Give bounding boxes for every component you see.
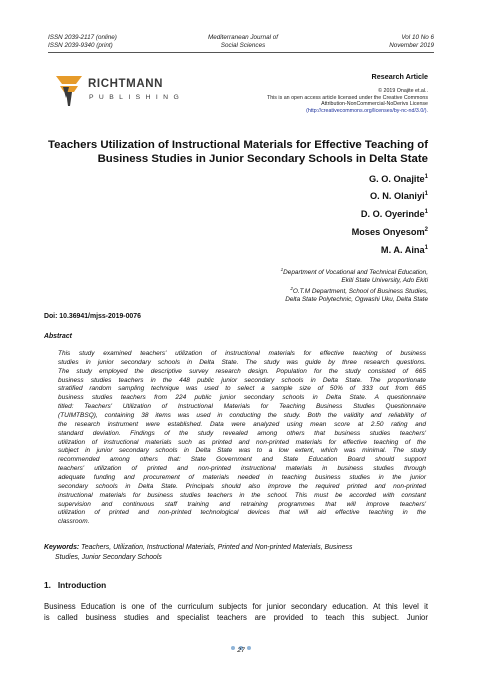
- author-affiliation-mark: 1: [424, 245, 428, 251]
- abstract-line: stratified random sampling technique was used to select a sample size of 50% of 333 out from 665: [58, 385, 426, 393]
- author-3: [200, 209, 428, 219]
- abstract-line: supervision and continuous staff training and retraining programmes that will improve teachers': [58, 500, 426, 508]
- abstract-line: The study employed the descriptive survey research design. Population for the study consisted of 665: [58, 367, 426, 375]
- author-4: [200, 227, 428, 237]
- license-line2: Attribution-NonCommercial-NoDerivs License: [321, 101, 428, 108]
- header-issn: [48, 34, 117, 49]
- abstract-line: utilization of instructional materials such as printed and non-printed materials for effective teaching of the: [58, 438, 426, 446]
- volume-label: Vol 10 No 6: [401, 34, 434, 41]
- author-affiliation-mark: 2: [424, 227, 428, 233]
- header-volume: [350, 34, 434, 49]
- issn-online: ISSN 2039-2117 (online): [48, 34, 117, 41]
- author-affiliation-mark: 1: [424, 174, 428, 180]
- author-5: [200, 245, 428, 255]
- article-type: Research Article: [371, 72, 428, 81]
- author-name: Moses Onyesom: [351, 227, 425, 238]
- affiliation-2-mark: 2: [290, 286, 293, 292]
- license-copyright: © 2019 Onajite et.al..: [378, 88, 428, 94]
- abstract-heading: Abstract: [44, 333, 72, 340]
- keywords-label: Keywords:: [44, 544, 80, 551]
- abstract-body: [58, 350, 426, 527]
- affiliation-1-mark: 1: [280, 267, 284, 272]
- abstract-line: standard deviation. Findings of the study revealed among others that business studies teachers': [58, 429, 426, 437]
- abstract-line: teachers' utilization of printed and non-printed instructional materials in business studies through: [58, 465, 426, 473]
- author-affiliation-mark: 1: [424, 191, 428, 197]
- affiliation-2-line1: $^2$O.T.M Department, School of Business Studies,: [290, 286, 428, 296]
- footer-dots: [230, 638, 252, 644]
- section-heading-introduction: 1. Introduction: [44, 580, 107, 590]
- abstract-line: the research instrument were established. Data were analyzed using mean score at 2.50 rating and: [58, 420, 426, 428]
- abstract-line: classroom.: [58, 518, 90, 526]
- abstract-line: instructional materials for business studies teachers in the school. This must be accorded with constant: [58, 491, 426, 499]
- affiliation-1-line1: $^1$Department of Vocational and Technical Education,: [280, 267, 428, 277]
- affiliations: [200, 266, 428, 304]
- author-1: [200, 174, 428, 184]
- abstract-line: subject in junior secondary schools in Delta State was to a low extent, which was minimal. The study: [58, 447, 426, 455]
- introduction-line2: is called business studies and specialist teachers are provided to teach this subject. Junior: [44, 613, 428, 623]
- abstract-line: secondary schools in Delta State. Principals should also improve the required printed and non-printed: [58, 482, 426, 490]
- abstract-line: (TUIMTBSQ), containing 38 items was used in conducting the study. Both the validity and reliability of: [58, 412, 426, 420]
- keywords: [44, 543, 428, 562]
- header-journal: [188, 34, 298, 49]
- issue-date: November 2019: [389, 41, 434, 49]
- publisher-name: RICHTMANN: [88, 78, 164, 90]
- abstract-line: business studies teachers in the 448 public junior secondary schools in Delta State. The proportionate: [58, 376, 426, 384]
- introduction-text: [44, 601, 428, 624]
- author-name: O. N. Olaniyi: [370, 191, 425, 202]
- affiliation-1-line2: Ekiti State University, Ado Ekiti: [341, 277, 428, 285]
- license-link[interactable]: (http://creativecommons.org/licenses/by-nc-nd/3.0/).: [306, 107, 428, 114]
- article-title: [40, 138, 428, 166]
- doi[interactable]: Doi: 10.36941/mjss-2019-0076: [44, 313, 141, 320]
- author-name: G. O. Onajite: [369, 174, 425, 185]
- richtmann-emblem-icon: [54, 74, 84, 108]
- journal-name-line2: Social Sciences: [220, 41, 266, 49]
- journal-name-line1: Mediterranean Journal of: [207, 34, 278, 41]
- keywords-line1: Keywords: Teachers, Utilization, Instructional Materials, Printed and Non-printed Materials, Business: [44, 544, 353, 551]
- abstract-line: adequate funding and procurement of materials needed in teaching business studies in the junior: [58, 474, 426, 482]
- publisher-sub: PUBLISHING: [89, 94, 185, 101]
- abstract-line: business studies teachers from 224 public junior secondary schools in Delta State. A questionnaire: [58, 394, 426, 402]
- author-2: [200, 191, 428, 201]
- author-affiliation-mark: 1: [424, 209, 428, 215]
- license-block: [220, 88, 428, 114]
- title-line1: Teachers Utilization of Instructional Materials for Effective Teaching of: [48, 139, 428, 151]
- page-number: 27: [237, 647, 245, 654]
- title-line2: Business Studies in Junior Secondary Schools in Delta State: [97, 153, 428, 165]
- affiliation-2-line2: Delta State Polytechnic, Ogwashi Uku, Delta State: [285, 296, 428, 304]
- publisher-logo: [48, 72, 188, 112]
- abstract-line: recommended among others that: State Government and State Education Board should support: [58, 456, 426, 464]
- abstract-line: titled: Teachers' Utilization of Instructional Materials for Teaching Business Studies Questionnaire: [58, 403, 426, 411]
- author-name: D. O. Oyerinde: [360, 209, 425, 220]
- abstract-line: utilization of printed and non-printed technological devices that will aid effective teaching in the: [58, 509, 426, 517]
- header-rule: [48, 52, 434, 53]
- introduction-line1: Business Education is one of the curriculum subjects for junior secondary education. At this level it: [44, 602, 428, 611]
- keywords-line2: Studies, Junior Secondary Schools: [55, 553, 162, 561]
- author-name: M. A. Aina: [380, 245, 425, 256]
- license-line1: This is an open access article licensed under the Creative Commons: [266, 94, 428, 101]
- issn-print: ISSN 2039-9340 (print): [48, 41, 113, 49]
- abstract-line: studies in junior secondary schools in Delta State. The study was guide by three research questions.: [58, 358, 426, 366]
- abstract-line: This study examined teachers' utilization of instructional materials for effective teaching of business: [58, 350, 426, 357]
